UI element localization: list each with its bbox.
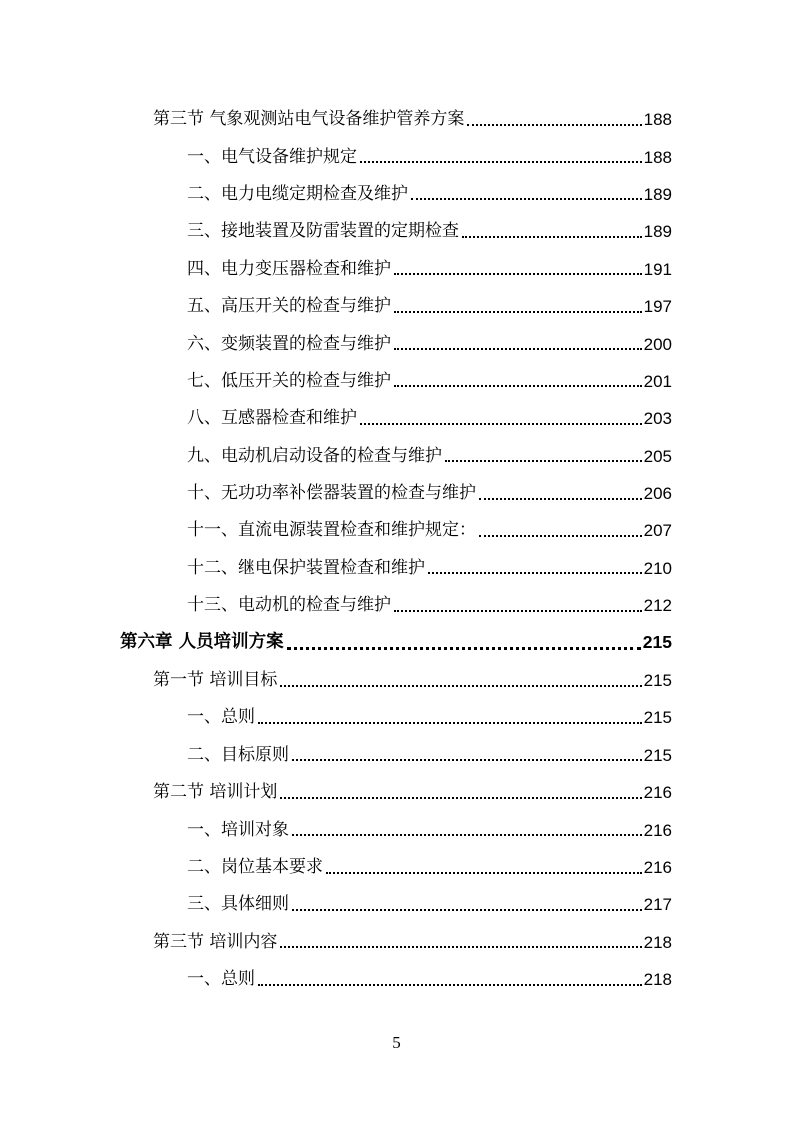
- toc-entry-title: 十、无功功率补偿器装置的检查与维护: [187, 483, 476, 504]
- toc-entry-title: 一、电气设备维护规定: [187, 146, 357, 167]
- toc-dot-leader: [326, 872, 642, 874]
- toc-subsection-entry[interactable]: [0, 213, 793, 250]
- toc-subsection-entry[interactable]: [0, 811, 793, 848]
- toc-dot-leader: [292, 759, 642, 761]
- toc-entry-page: 216: [643, 858, 672, 877]
- toc-chapter-entry[interactable]: [0, 624, 793, 661]
- toc-section-entry[interactable]: [0, 101, 793, 138]
- toc-entry-title: 二、电力电缆定期检查及维护: [187, 183, 408, 204]
- toc-dot-leader: [428, 572, 642, 574]
- toc-entry-title: 三、具体细则: [187, 894, 289, 915]
- toc-entry-page: 188: [643, 147, 672, 167]
- toc-entry-title: 第三节 培训内容: [153, 931, 278, 952]
- toc-subsection-entry[interactable]: [0, 961, 793, 998]
- toc-entry-title: 一、总则: [187, 707, 255, 728]
- toc-entry-title: 十三、电动机的检查与维护: [187, 595, 391, 616]
- toc-entry-page: 207: [643, 521, 672, 541]
- toc-entry-page: 205: [643, 446, 672, 466]
- toc-dot-leader: [394, 273, 642, 275]
- toc-entry-page: 215: [643, 671, 672, 691]
- toc-entry-page: 210: [643, 558, 672, 578]
- toc-dot-leader: [445, 460, 642, 462]
- toc-dot-leader: [479, 535, 642, 537]
- toc-subsection-entry[interactable]: [0, 176, 793, 213]
- toc-subsection-entry[interactable]: [0, 886, 793, 923]
- toc-dot-leader: [280, 685, 641, 687]
- toc-subsection-entry[interactable]: [0, 737, 793, 774]
- toc-subsection-entry[interactable]: [0, 512, 793, 549]
- toc-dot-leader: [467, 124, 641, 126]
- toc-dot-leader: [287, 647, 641, 650]
- toc-entry-title: 二、岗位基本要求: [187, 857, 323, 877]
- toc-subsection-entry[interactable]: [0, 251, 793, 288]
- toc-entry-page: 216: [643, 783, 672, 803]
- toc-entry-title: 八、互感器检查和维护: [187, 408, 357, 429]
- toc-dot-leader: [292, 834, 642, 836]
- toc-section-entry[interactable]: [0, 924, 793, 961]
- toc-subsection-entry[interactable]: [0, 363, 793, 400]
- toc-dot-leader: [258, 722, 642, 724]
- toc-dot-leader: [394, 385, 642, 387]
- toc-entry-title: 六、变频装置的检查与维护: [187, 333, 391, 354]
- toc-dot-leader: [394, 311, 642, 313]
- toc-entry-page: 216: [643, 820, 672, 840]
- toc-dot-leader: [394, 610, 642, 612]
- toc-entry-title: 第三节 气象观测站电气设备维护管养方案: [153, 109, 465, 130]
- toc-subsection-entry[interactable]: [0, 288, 793, 325]
- toc-entry-page: 212: [643, 596, 672, 616]
- toc-dot-leader: [411, 198, 642, 200]
- toc-entry-title: 十二、继电保护装置检查和维护: [187, 557, 425, 578]
- toc-section-entry[interactable]: [0, 662, 793, 699]
- toc-entry-title: 二、目标原则: [187, 744, 289, 765]
- toc-entry-page: 206: [643, 484, 672, 504]
- toc-entry-title: 第二节 培训计划: [153, 782, 278, 803]
- toc-entry-page: 215: [643, 745, 672, 765]
- toc-entry-page: 191: [643, 259, 672, 279]
- toc-section-entry[interactable]: [0, 774, 793, 811]
- page-number: 5: [392, 1033, 401, 1052]
- toc-entry-page: 188: [643, 110, 672, 130]
- toc-entry-page: 217: [643, 895, 672, 915]
- toc-subsection-entry[interactable]: [0, 699, 793, 736]
- toc-dot-leader: [394, 348, 642, 350]
- toc-entry-title: 第六章 人员培训方案: [120, 632, 284, 653]
- toc-entry-title: 一、总则: [187, 969, 255, 990]
- toc-dot-leader: [479, 498, 642, 500]
- toc-dot-leader: [280, 797, 641, 799]
- toc-subsection-entry[interactable]: [0, 325, 793, 362]
- toc-entry-page: 215: [642, 632, 672, 653]
- toc-dot-leader: [462, 236, 642, 238]
- toc-entry-page: 189: [643, 222, 672, 242]
- toc-subsection-entry[interactable]: [0, 587, 793, 624]
- toc-entry-title: 三、接地装置及防雷装置的定期检查: [187, 221, 459, 242]
- toc-dot-leader: [258, 984, 642, 986]
- toc-dot-leader: [360, 161, 642, 163]
- table-of-contents: [0, 101, 793, 998]
- toc-dot-leader: [280, 946, 641, 948]
- toc-entry-page: 197: [643, 297, 672, 317]
- toc-entry-title: 五、高压开关的检查与维护: [187, 296, 391, 317]
- toc-subsection-entry[interactable]: [0, 400, 793, 437]
- toc-entry-title: 四、电力变压器检查和维护: [187, 258, 391, 279]
- toc-entry-title: 第一节 培训目标: [153, 670, 278, 691]
- toc-entry-title: 一、培训对象: [187, 819, 289, 840]
- toc-entry-title: 七、低压开关的检查与维护: [187, 370, 391, 391]
- toc-subsection-entry[interactable]: [0, 550, 793, 587]
- toc-entry-page: 215: [643, 708, 672, 728]
- toc-entry-page: 218: [643, 932, 672, 952]
- toc-subsection-entry[interactable]: [0, 849, 793, 886]
- toc-subsection-entry[interactable]: [0, 438, 793, 475]
- toc-subsection-entry[interactable]: [0, 138, 793, 175]
- toc-dot-leader: [360, 423, 642, 425]
- toc-entry-page: 200: [643, 334, 672, 354]
- toc-entry-page: 203: [643, 409, 672, 429]
- toc-subsection-entry[interactable]: [0, 475, 793, 512]
- toc-entry-title: 九、电动机启动设备的检查与维护: [187, 445, 442, 466]
- toc-entry-page: 201: [643, 371, 672, 391]
- toc-dot-leader: [292, 909, 642, 911]
- toc-entry-page: 218: [643, 970, 672, 990]
- toc-entry-page: 189: [643, 184, 672, 204]
- toc-entry-title: 十一、直流电源装置检查和维护规定：: [187, 520, 476, 541]
